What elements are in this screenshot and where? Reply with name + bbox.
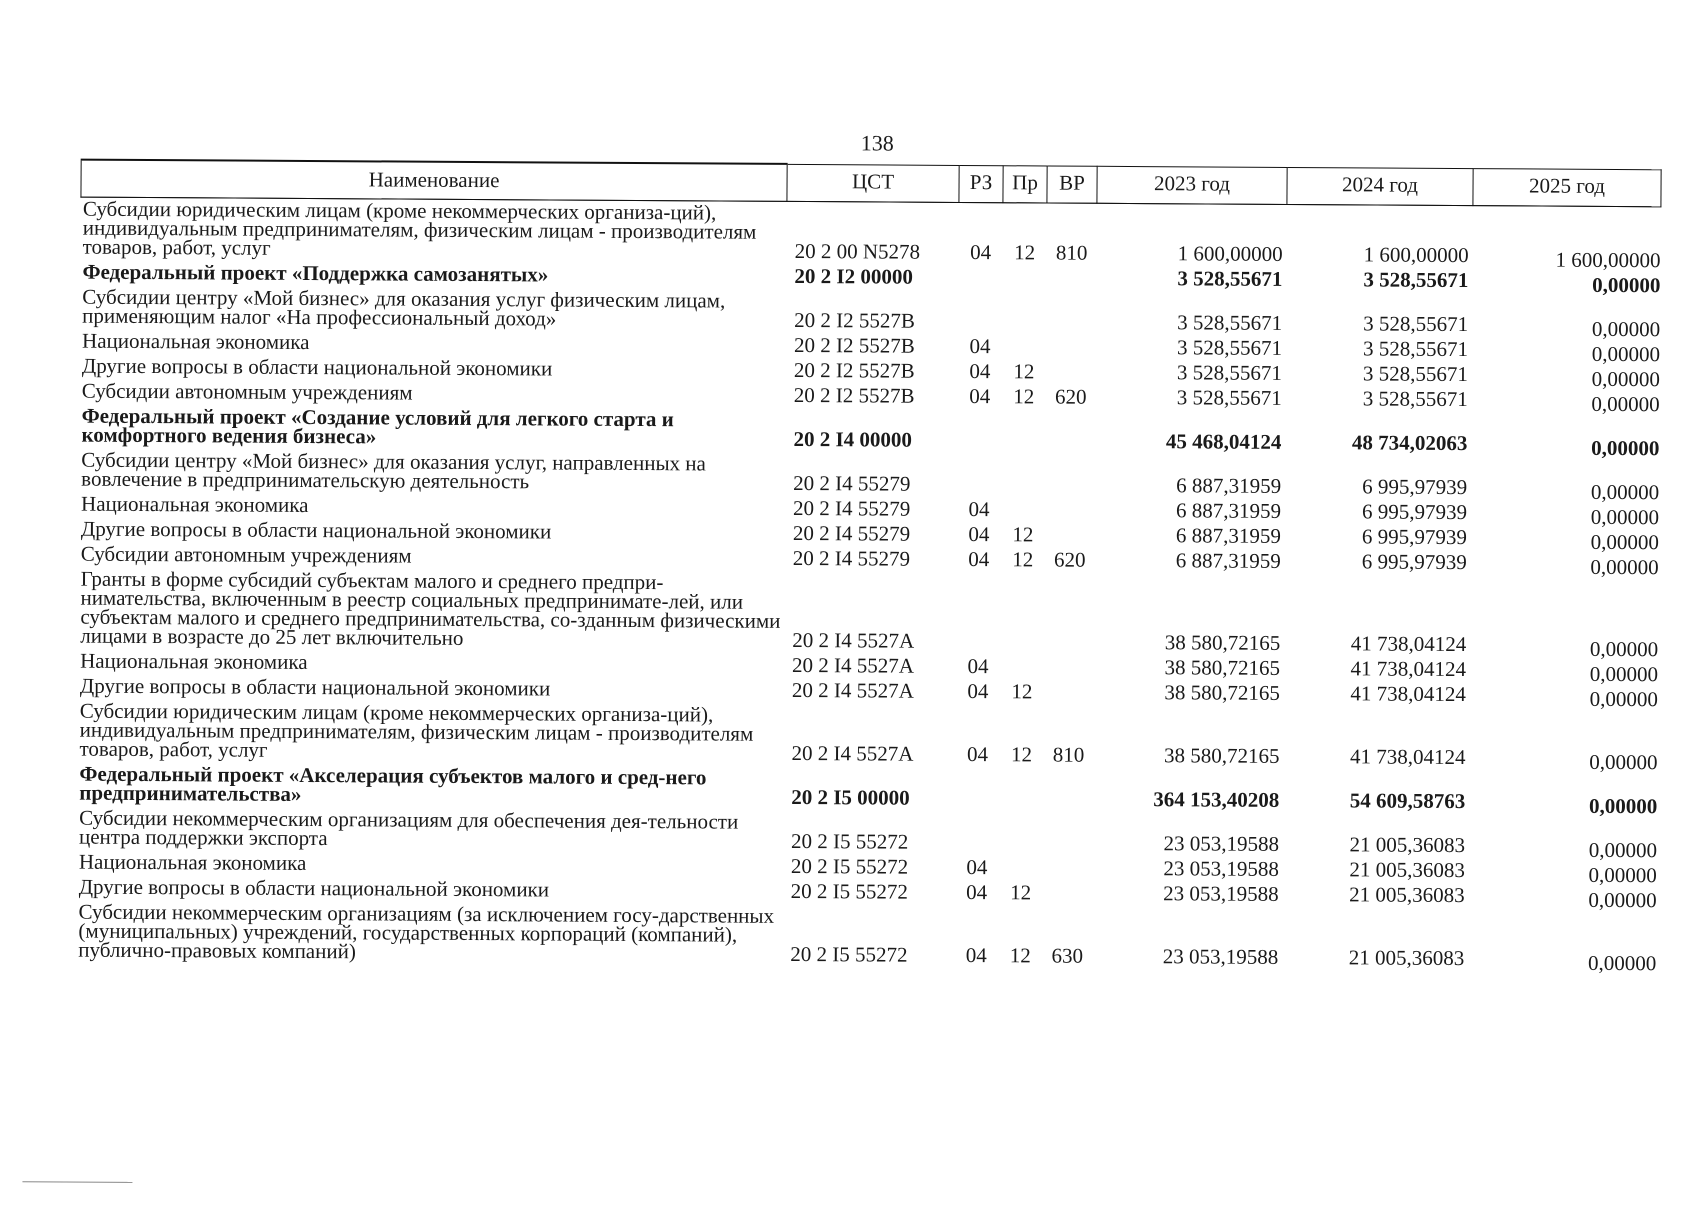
- row-name: Субсидии юридическим лицам (кроме некоммерческих организа-ций), индивидуальным предпринимателям, физическим лицам - производителям товаров, работ, услуг: [82, 196, 757, 260]
- row-vr: [1045, 454, 1095, 498]
- row-cst: 20 2 I4 55279: [793, 470, 911, 496]
- row-2024: 3 528,55671: [1362, 386, 1468, 412]
- scan-artifact: [22, 1181, 132, 1183]
- row-2023: 23 053,19588: [1163, 881, 1279, 906]
- row-2023: 6 887,31959: [1175, 548, 1281, 573]
- row-pr: 12: [1010, 742, 1033, 767]
- row-2025: 0,00000: [1588, 862, 1657, 888]
- row-rz: 04: [966, 742, 989, 767]
- row-2025: 0,00000: [1591, 341, 1661, 367]
- row-name: Национальная экономика: [80, 648, 308, 674]
- row-2025: 0,00000: [1591, 316, 1661, 342]
- row-pr: [1001, 454, 1045, 498]
- row-2024: 41 738,04124: [1350, 681, 1467, 707]
- header-2023: 2023 год: [1097, 166, 1287, 205]
- row-name: Национальная экономика: [81, 328, 310, 354]
- row-pr: [1000, 573, 1045, 655]
- row-2025: 0,00000: [1590, 479, 1660, 505]
- row-cst: 20 2 I4 5527A: [792, 627, 915, 653]
- row-vr: [1045, 410, 1095, 454]
- row-2023: 38 580,72165: [1164, 655, 1281, 680]
- row-vr: [1043, 768, 1093, 812]
- row-2023: 38 580,72165: [1163, 743, 1280, 768]
- row-name: Федеральный проект «Акселерация субъектов малого и сред-него предпринимательства»: [79, 761, 707, 806]
- row-pr: 12: [1013, 359, 1035, 384]
- row-pr: [1002, 291, 1046, 335]
- row-vr: 620: [1054, 384, 1087, 409]
- row-2024: 3 528,55671: [1362, 361, 1468, 387]
- row-2025: 0,00000: [1588, 887, 1657, 913]
- row-rz: [957, 410, 1001, 454]
- row-cst: 20 2 I4 5527A: [791, 740, 914, 766]
- row-vr: 810: [1052, 742, 1085, 767]
- row-cst: 20 2 I4 00000: [793, 426, 912, 452]
- row-rz: 04: [968, 497, 990, 522]
- row-2024: 21 005,36083: [1349, 832, 1466, 858]
- row-pr: 12: [1010, 880, 1032, 905]
- row-2024: 54 609,58763: [1349, 788, 1466, 814]
- row-rz: [956, 573, 1001, 655]
- row-cst: 20 2 I2 00000: [794, 263, 913, 289]
- table-row: [78, 568, 1658, 660]
- row-name: Другие вопросы в области национальной экономики: [80, 516, 552, 544]
- row-2024: 6 995,97939: [1362, 474, 1468, 500]
- row-2025: 0,00000: [1590, 554, 1659, 580]
- row-rz: 04: [969, 334, 991, 359]
- row-2023: 23 053,19588: [1163, 831, 1280, 856]
- row-2025: 0,00000: [1589, 749, 1658, 775]
- row-rz: 04: [967, 654, 989, 679]
- row-pr: [1000, 655, 1044, 680]
- table-body: [76, 196, 1661, 976]
- table-row: [77, 700, 1657, 773]
- row-rz: 04: [967, 679, 989, 704]
- row-2024: 6 995,97939: [1361, 524, 1467, 550]
- row-name: Национальная экономика: [78, 849, 307, 875]
- row-name: Субсидии юридическим лицам (кроме некоммерческих организа-ций), индивидуальным предпринимателям, физическим лицам - производителям товаров, работ, услуг: [79, 698, 754, 762]
- row-rz: 04: [969, 384, 991, 409]
- row-2025: 1 600,00000: [1555, 247, 1661, 273]
- row-pr: [999, 812, 1043, 856]
- row-cst: 20 2 I5 55272: [790, 878, 909, 904]
- row-rz: 04: [969, 359, 991, 384]
- row-vr: [1046, 360, 1096, 385]
- row-2024: 1 600,00000: [1363, 242, 1469, 268]
- row-2023: 3 528,55671: [1176, 360, 1282, 385]
- header-rz: РЗ: [959, 165, 1003, 203]
- row-cst: 20 2 I4 5527A: [791, 677, 914, 703]
- table-row: [76, 901, 1656, 974]
- row-vr: [1046, 291, 1096, 335]
- row-2025: 0,00000: [1591, 391, 1660, 417]
- row-vr: [1044, 573, 1095, 655]
- header-2025: 2025 год: [1473, 168, 1661, 207]
- row-pr: 12: [1012, 522, 1034, 547]
- row-2024: 21 005,36083: [1349, 882, 1465, 908]
- row-rz: [958, 266, 1002, 291]
- row-name: Другие вопросы в области национальной экономики: [81, 353, 553, 381]
- row-vr: [1043, 856, 1093, 881]
- table-row: [81, 197, 1661, 270]
- row-pr: [999, 768, 1043, 812]
- row-vr: [1045, 523, 1095, 548]
- row-name: Национальная экономика: [81, 491, 309, 517]
- row-2024: 21 005,36083: [1348, 945, 1465, 971]
- row-cst: 20 2 I5 00000: [791, 784, 910, 810]
- row-2023: 38 580,72165: [1164, 680, 1281, 705]
- row-rz: [955, 768, 999, 812]
- row-vr: 630: [1051, 943, 1084, 968]
- header-2024: 2024 год: [1287, 167, 1473, 206]
- row-cst: 20 2 I4 55279: [792, 545, 911, 571]
- row-2024: 41 738,04124: [1350, 631, 1467, 657]
- row-2023: 6 887,31959: [1176, 473, 1282, 498]
- row-pr: 12: [1011, 679, 1033, 704]
- row-vr: [1046, 335, 1096, 360]
- row-name: Субсидии центру «Мой бизнес» для оказания услуг физическим лицам, применяющим налог «На профессиональный доход»: [82, 284, 726, 331]
- row-name: Другие вопросы в области национальной экономики: [78, 874, 550, 902]
- row-name: Субсидии некоммерческим организациям для обеспечения дея-тельности центра поддержки экспорта: [78, 805, 739, 851]
- row-2024: 41 738,04124: [1349, 744, 1466, 770]
- row-2024: 3 528,55671: [1363, 267, 1469, 293]
- row-cst: 20 2 I5 55272: [790, 828, 909, 854]
- row-2025: 0,00000: [1589, 686, 1658, 712]
- row-2023: 38 580,72165: [1164, 630, 1281, 655]
- row-cst: 20 2 I5 55272: [790, 853, 909, 879]
- row-2024: 3 528,55671: [1363, 311, 1469, 337]
- row-2025: 0,00000: [1588, 793, 1658, 819]
- row-2023: 6 887,31959: [1175, 523, 1281, 548]
- row-name: Федеральный проект «Поддержка самозанятых»: [82, 259, 549, 287]
- row-pr: 12: [1009, 943, 1031, 968]
- row-pr: 12: [1014, 240, 1036, 265]
- header-cst: ЦСТ: [787, 164, 959, 203]
- row-2025: 0,00000: [1592, 272, 1661, 298]
- row-cst: 20 2 I5 55272: [790, 941, 908, 967]
- row-name: Субсидии автономным учреждениям: [81, 378, 413, 405]
- row-2023: 23 053,19588: [1162, 944, 1279, 969]
- row-2025: 0,00000: [1590, 529, 1659, 555]
- row-cst: 20 2 I4 55279: [792, 495, 911, 521]
- row-2023: 364 153,40208: [1153, 787, 1280, 812]
- row-vr: [1043, 812, 1093, 856]
- row-rz: 04: [966, 880, 988, 905]
- row-2025: 0,00000: [1589, 661, 1659, 687]
- row-2023: 3 528,55671: [1176, 335, 1283, 360]
- row-cst: 20 2 I2 5527B: [793, 332, 915, 358]
- row-pr: 12: [1012, 547, 1034, 572]
- row-2025: 0,00000: [1588, 837, 1658, 863]
- row-vr: [1044, 655, 1094, 680]
- row-2024: 3 528,55671: [1362, 336, 1469, 362]
- row-2024: 48 734,02063: [1351, 430, 1468, 456]
- row-name: Субсидии центру «Мой бизнес» для оказания услуг, направленных на вовлечение в предпринимательскую деятельность: [81, 447, 706, 494]
- budget-table: [76, 159, 1662, 974]
- row-rz: [958, 291, 1002, 335]
- row-vr: 620: [1053, 547, 1086, 572]
- row-2023: 23 053,19588: [1163, 856, 1279, 881]
- page-number: 138: [860, 130, 894, 156]
- row-cst: 20 2 I4 55279: [792, 520, 911, 546]
- row-2023: 6 887,31959: [1175, 498, 1282, 523]
- row-pr: 12: [1013, 384, 1035, 409]
- row-name: Гранты в форме субсидий субъектам малого и среднего предпри-нимательства, включенным в реестр социальных предпринимате-лей, или субъектам малого и среднего предпринимательства, со-зданным физическими лицами в возрасте до 25 лет включительно: [80, 566, 781, 650]
- row-rz: 04: [965, 943, 987, 968]
- row-vr: [1044, 680, 1094, 705]
- row-2023: 3 528,55671: [1176, 385, 1282, 410]
- row-name: Субсидии автономным учреждениям: [80, 541, 412, 568]
- row-cst: 20 2 I2 5527B: [794, 307, 916, 333]
- row-vr: [1043, 881, 1093, 906]
- row-2025: 0,00000: [1590, 504, 1660, 530]
- row-2023: 3 528,55671: [1177, 266, 1283, 291]
- row-vr: [1045, 498, 1095, 523]
- row-cst: 20 2 I2 5527B: [793, 382, 915, 408]
- row-2024: 41 738,04124: [1350, 656, 1467, 682]
- row-2024: 6 995,97939: [1361, 549, 1467, 575]
- row-vr: [1046, 266, 1096, 291]
- row-2023: 45 468,04124: [1165, 429, 1282, 454]
- row-2025: 0,00000: [1587, 950, 1657, 976]
- row-2024: 6 995,97939: [1361, 499, 1468, 525]
- row-pr: [999, 856, 1043, 881]
- row-pr: [1001, 410, 1045, 454]
- header-pr: Пр: [1003, 165, 1047, 203]
- row-2025: 0,00000: [1591, 366, 1660, 392]
- row-2024: 21 005,36083: [1349, 857, 1465, 883]
- row-2023: 3 528,55671: [1177, 310, 1283, 335]
- row-rz: 04: [968, 522, 990, 547]
- row-cst: 20 2 I2 5527B: [793, 357, 915, 383]
- row-pr: [1002, 266, 1046, 291]
- row-name: Федеральный проект «Создание условий для легкого старта и комфортного ведения бизнеса»: [81, 403, 674, 449]
- row-cst: 20 2 I4 5527A: [792, 652, 915, 678]
- header-name: Наименование: [81, 160, 787, 202]
- row-2025: 0,00000: [1589, 636, 1659, 662]
- row-cst: 20 2 00 N5278: [794, 238, 921, 264]
- row-2025: 0,00000: [1591, 435, 1660, 461]
- header-vr: ВР: [1047, 166, 1097, 204]
- row-name: Субсидии некоммерческим организациям (за исключением госу-дарственных (муниципальных) учреждений, государственных корпораций (компаний), публично-правовых компаний): [78, 899, 775, 964]
- row-2023: 1 600,00000: [1177, 241, 1283, 266]
- row-rz: [957, 454, 1001, 498]
- row-pr: [1001, 498, 1045, 523]
- row-rz: 04: [966, 855, 988, 880]
- row-rz: [955, 812, 999, 856]
- row-name: Другие вопросы в области национальной экономики: [79, 673, 551, 701]
- row-vr: 810: [1055, 240, 1088, 265]
- row-rz: 04: [970, 240, 992, 265]
- row-rz: 04: [968, 547, 990, 572]
- row-pr: [1002, 335, 1046, 360]
